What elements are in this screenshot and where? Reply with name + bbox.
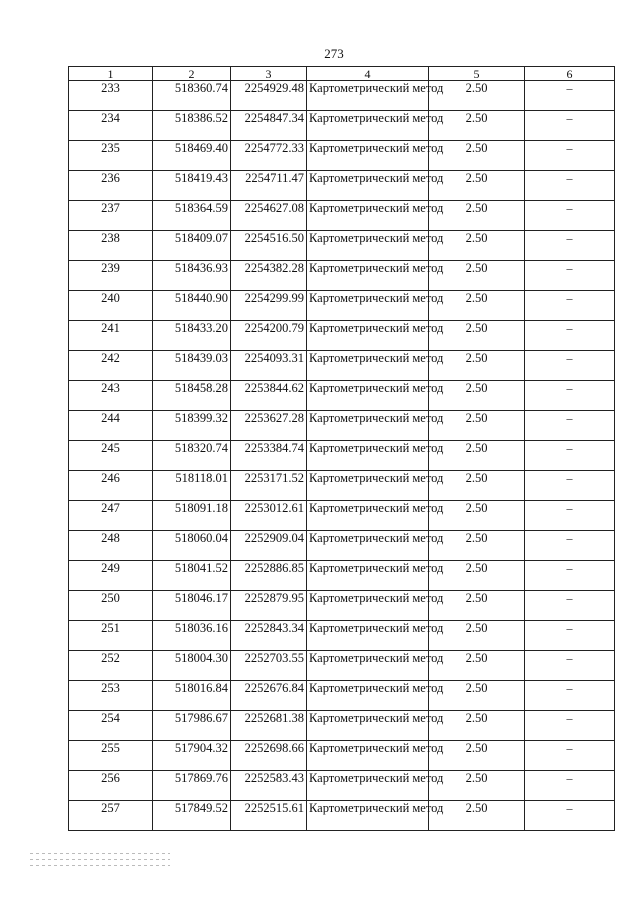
y-coordinate-cell: 2253171.52 [231, 471, 307, 501]
method-cell: Картометрический метод [307, 141, 429, 171]
note-cell: – [525, 411, 615, 441]
note-cell: – [525, 561, 615, 591]
point-number-cell: 234 [69, 111, 153, 141]
point-number-cell: 249 [69, 561, 153, 591]
method-cell: Картометрический метод [307, 231, 429, 261]
table-row [69, 201, 615, 231]
y-coordinate-cell: 2254847.34 [231, 111, 307, 141]
point-number-cell: 246 [69, 471, 153, 501]
accuracy-cell: 2.50 [429, 471, 525, 501]
y-coordinate-cell: 2254627.08 [231, 201, 307, 231]
accuracy-cell: 2.50 [429, 771, 525, 801]
point-number-cell: 245 [69, 441, 153, 471]
method-cell: Картометрический метод [307, 261, 429, 291]
accuracy-cell: 2.50 [429, 741, 525, 771]
note-cell: – [525, 621, 615, 651]
method-cell: Картометрический метод [307, 111, 429, 141]
point-number-cell: 239 [69, 261, 153, 291]
point-number-cell: 235 [69, 141, 153, 171]
table-row [69, 441, 615, 471]
table-row [69, 171, 615, 201]
point-number-cell: 250 [69, 591, 153, 621]
x-coordinate-cell: 518409.07 [153, 231, 231, 261]
method-cell: Картометрический метод [307, 171, 429, 201]
point-number-cell: 252 [69, 651, 153, 681]
x-coordinate-cell: 518433.20 [153, 321, 231, 351]
note-cell: – [525, 231, 615, 261]
method-cell: Картометрический метод [307, 741, 429, 771]
x-coordinate-cell: 518046.17 [153, 591, 231, 621]
accuracy-cell: 2.50 [429, 711, 525, 741]
y-coordinate-cell: 2254772.33 [231, 141, 307, 171]
x-coordinate-cell: 517986.67 [153, 711, 231, 741]
x-coordinate-cell: 518360.74 [153, 81, 231, 111]
x-coordinate-cell: 518118.01 [153, 471, 231, 501]
table-row [69, 381, 615, 411]
accuracy-cell: 2.50 [429, 591, 525, 621]
table-row [69, 621, 615, 651]
note-cell: – [525, 171, 615, 201]
header-row [69, 67, 615, 81]
point-number-cell: 248 [69, 531, 153, 561]
point-number-cell: 233 [69, 81, 153, 111]
accuracy-cell: 2.50 [429, 651, 525, 681]
method-cell: Картометрический метод [307, 201, 429, 231]
note-cell: – [525, 261, 615, 291]
y-coordinate-cell: 2254382.28 [231, 261, 307, 291]
table-body [69, 81, 615, 831]
accuracy-cell: 2.50 [429, 201, 525, 231]
y-coordinate-cell: 2254516.50 [231, 231, 307, 261]
table-row [69, 81, 615, 111]
table-row [69, 771, 615, 801]
y-coordinate-cell: 2254299.99 [231, 291, 307, 321]
y-coordinate-cell: 2253627.28 [231, 411, 307, 441]
table-row [69, 501, 615, 531]
x-coordinate-cell: 518364.59 [153, 201, 231, 231]
method-cell: Картометрический метод [307, 621, 429, 651]
scan-artifact [30, 848, 170, 878]
point-number-cell: 254 [69, 711, 153, 741]
method-cell: Картометрический метод [307, 771, 429, 801]
y-coordinate-cell: 2252886.85 [231, 561, 307, 591]
method-cell: Картометрический метод [307, 651, 429, 681]
method-cell: Картометрический метод [307, 501, 429, 531]
method-cell: Картометрический метод [307, 351, 429, 381]
method-cell: Картометрический метод [307, 411, 429, 441]
method-cell: Картометрический метод [307, 681, 429, 711]
method-cell: Картометрический метод [307, 711, 429, 741]
header-col-3: 3 [231, 67, 307, 81]
method-cell: Картометрический метод [307, 321, 429, 351]
table-row [69, 291, 615, 321]
point-number-cell: 251 [69, 621, 153, 651]
table-row [69, 231, 615, 261]
note-cell: – [525, 321, 615, 351]
table-row [69, 651, 615, 681]
table-row [69, 261, 615, 291]
table-row [69, 681, 615, 711]
header-col-2: 2 [153, 67, 231, 81]
y-coordinate-cell: 2252698.66 [231, 741, 307, 771]
note-cell: – [525, 651, 615, 681]
accuracy-cell: 2.50 [429, 81, 525, 111]
accuracy-cell: 2.50 [429, 111, 525, 141]
page-number: 273 [324, 46, 344, 61]
method-cell: Картометрический метод [307, 291, 429, 321]
accuracy-cell: 2.50 [429, 801, 525, 831]
point-number-cell: 244 [69, 411, 153, 441]
point-number-cell: 237 [69, 201, 153, 231]
note-cell: – [525, 501, 615, 531]
accuracy-cell: 2.50 [429, 261, 525, 291]
y-coordinate-cell: 2253012.61 [231, 501, 307, 531]
y-coordinate-cell: 2252703.55 [231, 651, 307, 681]
table-row [69, 321, 615, 351]
method-cell: Картометрический метод [307, 591, 429, 621]
x-coordinate-cell: 518041.52 [153, 561, 231, 591]
note-cell: – [525, 711, 615, 741]
header-col-6: 6 [525, 67, 615, 81]
note-cell: – [525, 771, 615, 801]
point-number-cell: 240 [69, 291, 153, 321]
y-coordinate-cell: 2252681.38 [231, 711, 307, 741]
x-coordinate-cell: 518036.16 [153, 621, 231, 651]
table-row [69, 531, 615, 561]
table-row [69, 141, 615, 171]
x-coordinate-cell: 518469.40 [153, 141, 231, 171]
table-row [69, 351, 615, 381]
header-col-1: 1 [69, 67, 153, 81]
accuracy-cell: 2.50 [429, 531, 525, 561]
x-coordinate-cell: 518016.84 [153, 681, 231, 711]
point-number-cell: 242 [69, 351, 153, 381]
accuracy-cell: 2.50 [429, 171, 525, 201]
point-number-cell: 257 [69, 801, 153, 831]
table-row [69, 411, 615, 441]
accuracy-cell: 2.50 [429, 291, 525, 321]
method-cell: Картометрический метод [307, 561, 429, 591]
note-cell: – [525, 471, 615, 501]
method-cell: Картометрический метод [307, 801, 429, 831]
y-coordinate-cell: 2254711.47 [231, 171, 307, 201]
y-coordinate-cell: 2254093.31 [231, 351, 307, 381]
accuracy-cell: 2.50 [429, 561, 525, 591]
y-coordinate-cell: 2253384.74 [231, 441, 307, 471]
y-coordinate-cell: 2252909.04 [231, 531, 307, 561]
note-cell: – [525, 201, 615, 231]
accuracy-cell: 2.50 [429, 351, 525, 381]
y-coordinate-cell: 2252879.95 [231, 591, 307, 621]
y-coordinate-cell: 2252676.84 [231, 681, 307, 711]
accuracy-cell: 2.50 [429, 231, 525, 261]
table-header [69, 67, 615, 81]
note-cell: – [525, 111, 615, 141]
x-coordinate-cell: 518419.43 [153, 171, 231, 201]
point-number-cell: 243 [69, 381, 153, 411]
point-number-cell: 247 [69, 501, 153, 531]
note-cell: – [525, 291, 615, 321]
y-coordinate-cell: 2252583.43 [231, 771, 307, 801]
note-cell: – [525, 741, 615, 771]
table-row [69, 111, 615, 141]
table-row [69, 801, 615, 831]
table-row [69, 741, 615, 771]
note-cell: – [525, 141, 615, 171]
note-cell: – [525, 531, 615, 561]
table-row [69, 471, 615, 501]
x-coordinate-cell: 517904.32 [153, 741, 231, 771]
note-cell: – [525, 351, 615, 381]
x-coordinate-cell: 518004.30 [153, 651, 231, 681]
note-cell: – [525, 681, 615, 711]
x-coordinate-cell: 518399.32 [153, 411, 231, 441]
x-coordinate-cell: 518458.28 [153, 381, 231, 411]
coordinates-table [68, 66, 615, 831]
x-coordinate-cell: 518439.03 [153, 351, 231, 381]
point-number-cell: 238 [69, 231, 153, 261]
accuracy-cell: 2.50 [429, 411, 525, 441]
x-coordinate-cell: 518436.93 [153, 261, 231, 291]
x-coordinate-cell: 518091.18 [153, 501, 231, 531]
accuracy-cell: 2.50 [429, 501, 525, 531]
x-coordinate-cell: 518320.74 [153, 441, 231, 471]
note-cell: – [525, 81, 615, 111]
y-coordinate-cell: 2252515.61 [231, 801, 307, 831]
note-cell: – [525, 591, 615, 621]
accuracy-cell: 2.50 [429, 621, 525, 651]
table-row [69, 561, 615, 591]
table-row [69, 711, 615, 741]
point-number-cell: 253 [69, 681, 153, 711]
method-cell: Картометрический метод [307, 81, 429, 111]
point-number-cell: 236 [69, 171, 153, 201]
method-cell: Картометрический метод [307, 531, 429, 561]
header-col-5: 5 [429, 67, 525, 81]
y-coordinate-cell: 2253844.62 [231, 381, 307, 411]
method-cell: Картометрический метод [307, 441, 429, 471]
header-col-4: 4 [307, 67, 429, 81]
note-cell: – [525, 801, 615, 831]
x-coordinate-cell: 518060.04 [153, 531, 231, 561]
accuracy-cell: 2.50 [429, 681, 525, 711]
x-coordinate-cell: 518386.52 [153, 111, 231, 141]
y-coordinate-cell: 2252843.34 [231, 621, 307, 651]
accuracy-cell: 2.50 [429, 141, 525, 171]
note-cell: – [525, 381, 615, 411]
table-row [69, 591, 615, 621]
method-cell: Картометрический метод [307, 381, 429, 411]
accuracy-cell: 2.50 [429, 441, 525, 471]
point-number-cell: 255 [69, 741, 153, 771]
point-number-cell: 256 [69, 771, 153, 801]
y-coordinate-cell: 2254929.48 [231, 81, 307, 111]
y-coordinate-cell: 2254200.79 [231, 321, 307, 351]
x-coordinate-cell: 517869.76 [153, 771, 231, 801]
x-coordinate-cell: 518440.90 [153, 291, 231, 321]
accuracy-cell: 2.50 [429, 381, 525, 411]
note-cell: – [525, 441, 615, 471]
method-cell: Картометрический метод [307, 471, 429, 501]
accuracy-cell: 2.50 [429, 321, 525, 351]
x-coordinate-cell: 517849.52 [153, 801, 231, 831]
point-number-cell: 241 [69, 321, 153, 351]
